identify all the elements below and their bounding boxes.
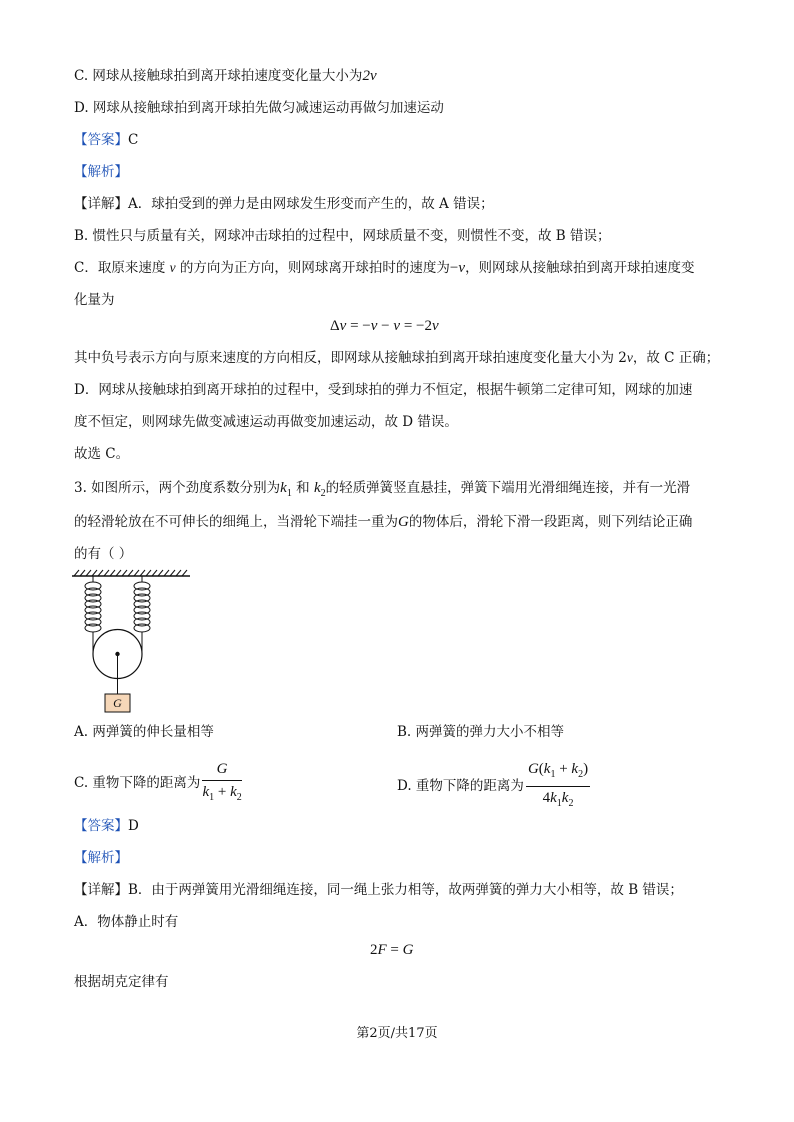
analysis-heading-2: 【解析】 [74, 850, 128, 866]
question-3-line-1 [74, 478, 690, 504]
k2: $k_2$ [313, 480, 326, 499]
left-spring [85, 576, 101, 652]
right-spring [134, 576, 150, 652]
text-seg: C．取原来速度 [74, 260, 170, 276]
question-3-line-3: 的有（ ） [74, 546, 133, 562]
answer-value: C [128, 132, 139, 148]
detail-a-line: 【详解】A．球拍受到的弹力是由网球发生形变而产生的，故 A 错误； [74, 196, 494, 212]
spring-pulley-figure [70, 568, 200, 716]
option-d [397, 760, 590, 813]
option-c [74, 760, 242, 807]
answer-value: D [128, 818, 139, 834]
answer-1 [74, 130, 138, 150]
option-a: A. 两弹簧的伸长量相等 [74, 724, 214, 740]
detail-c-line-1 [74, 258, 695, 278]
text-seg: ，则网球从接触球拍到离开球拍速度变 [465, 260, 695, 276]
text-seg: 的轻滑轮放在不可伸长的细绳上，当滑轮下端挂一重为 [74, 514, 398, 530]
detail-c-line-2: 化量为 [74, 292, 115, 308]
option-c-value: 2v [362, 68, 377, 84]
var-v: v [169, 260, 176, 275]
ceiling-hatch [74, 570, 187, 576]
option-b: B. 两弹簧的弹力大小不相等 [397, 724, 565, 740]
detail-c-line-3: 其中负号表示方向与原来速度的方向相反，即网球从接触球拍到离开球拍速度变化量大小为 2v，故 C 正确； [74, 350, 720, 366]
text-seg: ，故 C 正确； [632, 350, 720, 366]
text-seg: 的轻质弹簧竖直悬挂，弹簧下端用光滑细绳连接，并有一光滑 [325, 480, 691, 496]
option-d-line: D. 网球从接触球拍到离开球拍先做匀减速运动再做匀加速运动 [74, 100, 444, 116]
hooke-line: 根据胡克定律有 [74, 974, 169, 990]
text-seg: 3. 如图所示，两个劲度系数分别为 [74, 480, 281, 496]
text-seg: 其中负号表示方向与原来速度的方向相反，即网球从接触球拍到离开球拍速度变化量大小为 2 [74, 350, 627, 366]
detail-2-b: 【详解】B．由于两弹簧用光滑细绳连接，同一绳上张力相等，故两弹簧的弹力大小相等，故 B 错误； [74, 882, 683, 898]
fraction-d: $\frac{G(k_1 + k_2)}{4k_1k_2}$ [527, 761, 589, 809]
var-G: G [398, 514, 409, 530]
detail-d-line-1: D．网球从接触球拍到离开球拍的过程中，受到球拍的弹力不恒定，根据牛顿第二定律可知，网球的加速 [74, 382, 693, 398]
answer-2 [74, 816, 139, 836]
equation-2: 2F = G [370, 942, 414, 958]
weight-label: G [113, 696, 122, 710]
answer-label: 【答案】 [74, 818, 128, 834]
neg-v: −v [449, 260, 466, 276]
page-footer: 第2页/共17页 [356, 1026, 438, 1041]
option-c-text: C. 网球从接触球拍到离开球拍速度变化量大小为 [74, 68, 363, 84]
text-seg: 的物体后，滑轮下滑一段距离，则下列结论正确 [408, 514, 693, 530]
text-seg: C. 重物下降的距离为 [74, 775, 201, 791]
detail-2-a: A．物体静止时有 [74, 914, 179, 930]
detail-b-line: B. 惯性只与质量有关，网球冲击球拍的过程中，网球质量不变，则惯性不变，故 B 错误； [74, 228, 611, 244]
equation-1: Δv = −v − v = −2v [330, 318, 439, 334]
choose-line: 故选 C。 [74, 446, 130, 462]
text-seg: D. 重物下降的距离为 [397, 778, 524, 794]
answer-label: 【答案】 [74, 132, 128, 148]
option-c-line [74, 66, 377, 86]
analysis-heading-1: 【解析】 [74, 164, 128, 180]
question-3-line-2 [74, 512, 692, 532]
text-seg: 和 [296, 480, 310, 496]
fraction-c: $\frac{G}{k_1 + k_2}$ [202, 761, 242, 803]
text-seg: 的方向为正方向，则网球离开球拍时的速度为 [175, 260, 450, 276]
k1: $k_1$ [280, 480, 292, 499]
detail-d-line-2: 度不恒定，则网球先做变减速运动再做变加速运动，故 D 错误。 [74, 414, 458, 430]
